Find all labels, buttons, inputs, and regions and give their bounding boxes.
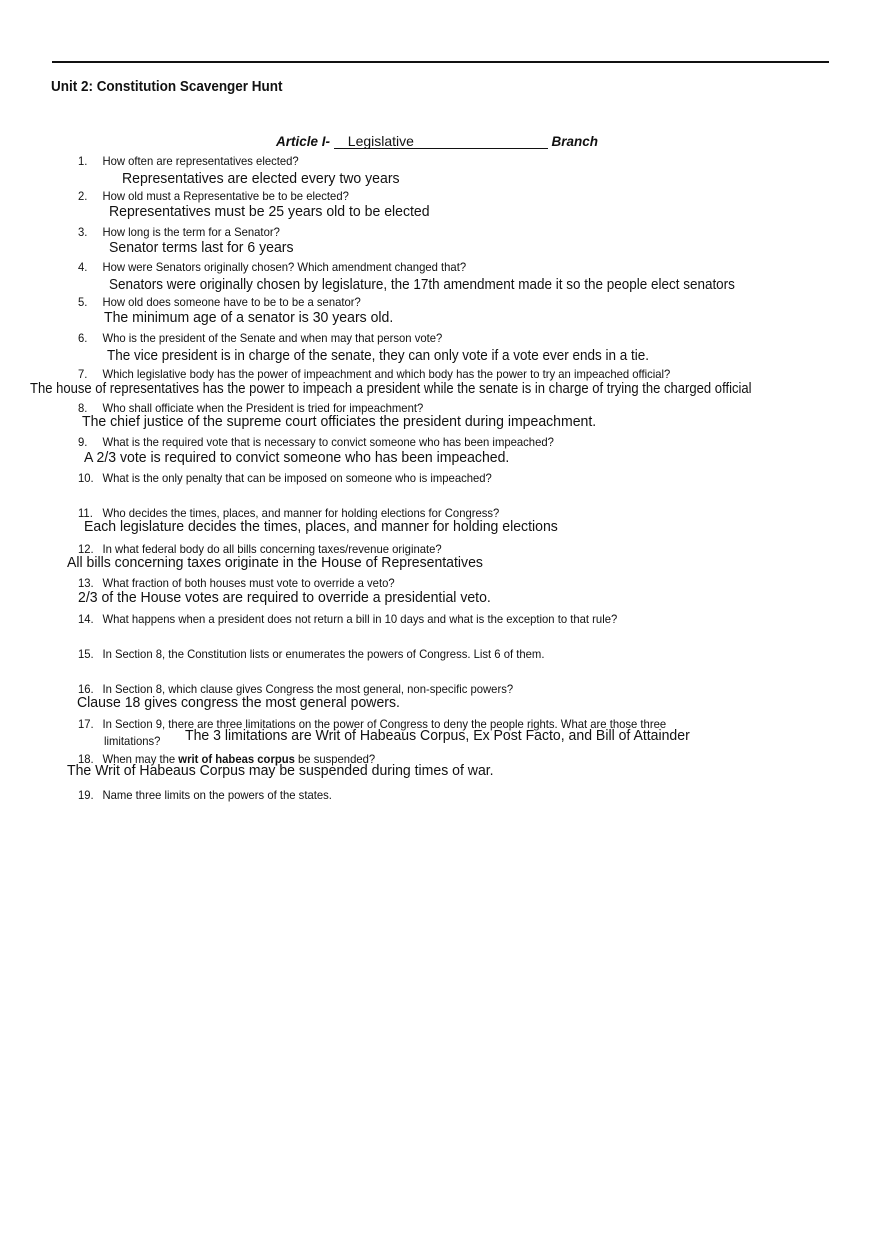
question-14: 14. What happens when a president does not return a bill in 10 days and what is the exception to that rule? [78,612,618,626]
question-4: 4. How were Senators originally chosen? Which amendment changed that? [78,260,467,274]
question-5: 5. How old does someone have to be to be a senator? [78,295,361,309]
answer-1[interactable]: Representatives are elected every two years [122,171,400,187]
question-17-line2: limitations? [104,734,161,748]
answer-5[interactable]: The minimum age of a senator is 30 years old. [104,310,394,326]
question-11: 11. Who decides the times, places, and manner for holding elections for Congress? [78,506,500,520]
answer-16[interactable]: Clause 18 gives congress the most general powers. [77,695,400,711]
question-6: 6. Who is the president of the Senate and when may that person vote? [78,331,443,345]
answer-13[interactable]: 2/3 of the House votes are required to override a presidential veto. [78,590,491,606]
question-2: 2. How old must a Representative be to be elected? [78,189,349,203]
header-rule [52,61,829,63]
question-15: 15. In Section 8, the Constitution lists or enumerates the powers of Congress. List 6 of them. [78,647,545,661]
question-12: 12. In what federal body do all bills concerning taxes/revenue originate? [78,542,442,556]
answer-18[interactable]: The Writ of Habeaus Corpus may be suspended during times of war. [67,763,494,779]
answer-7[interactable]: The house of representatives has the power to impeach a president while the senate is in charge of trying the charged official [30,381,752,397]
answer-9[interactable]: A 2/3 vote is required to convict someone who has been impeached. [84,450,510,466]
answer-8[interactable]: The chief justice of the supreme court officiates the president during impeachment. [82,414,597,430]
article-heading [276,134,598,149]
answer-17[interactable]: The 3 limitations are Writ of Habeaus Corpus, Ex Post Facto, and Bill of Attainder [185,728,690,744]
article-suffix: Branch [551,134,599,149]
answer-11[interactable]: Each legislature decides the times, places, and manner for holding elections [84,519,558,535]
question-10: 10. What is the only penalty that can be imposed on someone who is impeached? [78,471,492,485]
question-17: 17. In Section 9, there are three limitations on the power of Congress to deny the people rights. What are those three [78,717,667,731]
article-prefix: Article I- [276,134,331,149]
page-title: Unit 2: Constitution Scavenger Hunt [51,79,283,95]
answer-6[interactable]: The vice president is in charge of the senate, they can only vote if a vote ever ends in a tie. [107,348,649,364]
answer-4[interactable]: Senators were originally chosen by legislature, the 17th amendment made it so the people elect senators [109,277,735,293]
answer-3[interactable]: Senator terms last for 6 years [109,240,294,256]
bold-term: writ of habeas corpus [178,752,295,766]
answer-12[interactable]: All bills concerning taxes originate in the House of Representatives [67,555,483,571]
article-blank-field[interactable]: Legislative [334,134,548,149]
question-9: 9. What is the required vote that is necessary to convict someone who has been impeached? [78,435,554,449]
question-13: 13. What fraction of both houses must vote to override a veto? [78,576,395,590]
question-7: 7. Which legislative body has the power of impeachment and which body has the power to try an impeached official? [78,367,671,381]
question-1: 1. How often are representatives elected? [78,154,299,168]
question-18: 18. When may the writ of habeas corpus be suspended? [78,752,376,766]
answer-2[interactable]: Representatives must be 25 years old to be elected [109,204,430,220]
question-19: 19. Name three limits on the powers of the states. [78,788,332,802]
question-16: 16. In Section 8, which clause gives Congress the most general, non-specific powers? [78,682,514,696]
question-3: 3. How long is the term for a Senator? [78,225,280,239]
question-8: 8. Who shall officiate when the President is tried for impeachment? [78,401,424,415]
